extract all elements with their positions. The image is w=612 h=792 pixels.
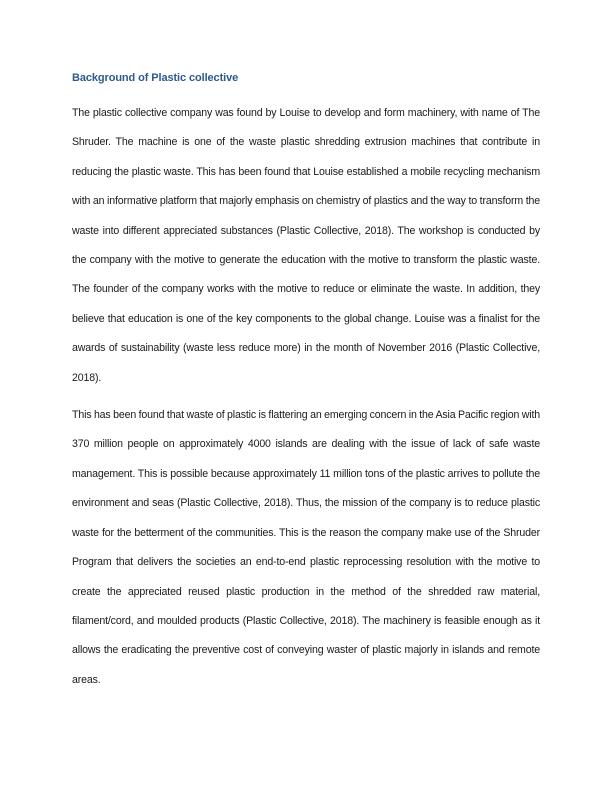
section-heading: Background of Plastic collective	[72, 72, 239, 84]
paragraph-2: This has been found that waste of plastic is flattering an emerging concern in the Asia Pacific region with 370 million people on approximately 4000 islands are dealing with the issue of lack of safe waste management. This is possible because approximately 11 million tons of the plastic arrives to pollute the environment and seas (Plastic Collective, 2018). Thus, the mission of the company is to reduce plastic waste for the betterment of the communities. This is the reason the company make use of the Shruder Program that delivers the societies an end-to-end plastic reprocessing resolution with the motive to create the appreciated reused plastic production in the method of the shredded raw material, filament/cord, and moulded products (Plastic Collective, 2018). The machinery is feasible enough as it allows the eradicating the preventive cost of conveying waster of plastic majorly in islands and remote areas.	[72, 409, 540, 686]
document-body	[72, 68, 540, 703]
paragraph-1: The plastic collective company was found by Louise to develop and form machinery, with name of The Shruder. The machine is one of the waste plastic shredding extrusion machines that contribute in reducing the plastic waste. This has been found that Louise established a mobile recycling mechanism with an informative platform that majorly emphasis on chemistry of plastics and the way to transform the waste into different appreciated substances (Plastic Collective, 2018). The workshop is conducted by the company with the motive to generate the education with the motive to transform the plastic waste. The founder of the company works with the motive to reduce or eliminate the waste. In addition, they believe that education is one of the key components to the global change. Louise was a finalist for the awards of sustainability (waste less reduce more) in the month of November 2016 (Plastic Collective, 2018).	[72, 107, 540, 384]
